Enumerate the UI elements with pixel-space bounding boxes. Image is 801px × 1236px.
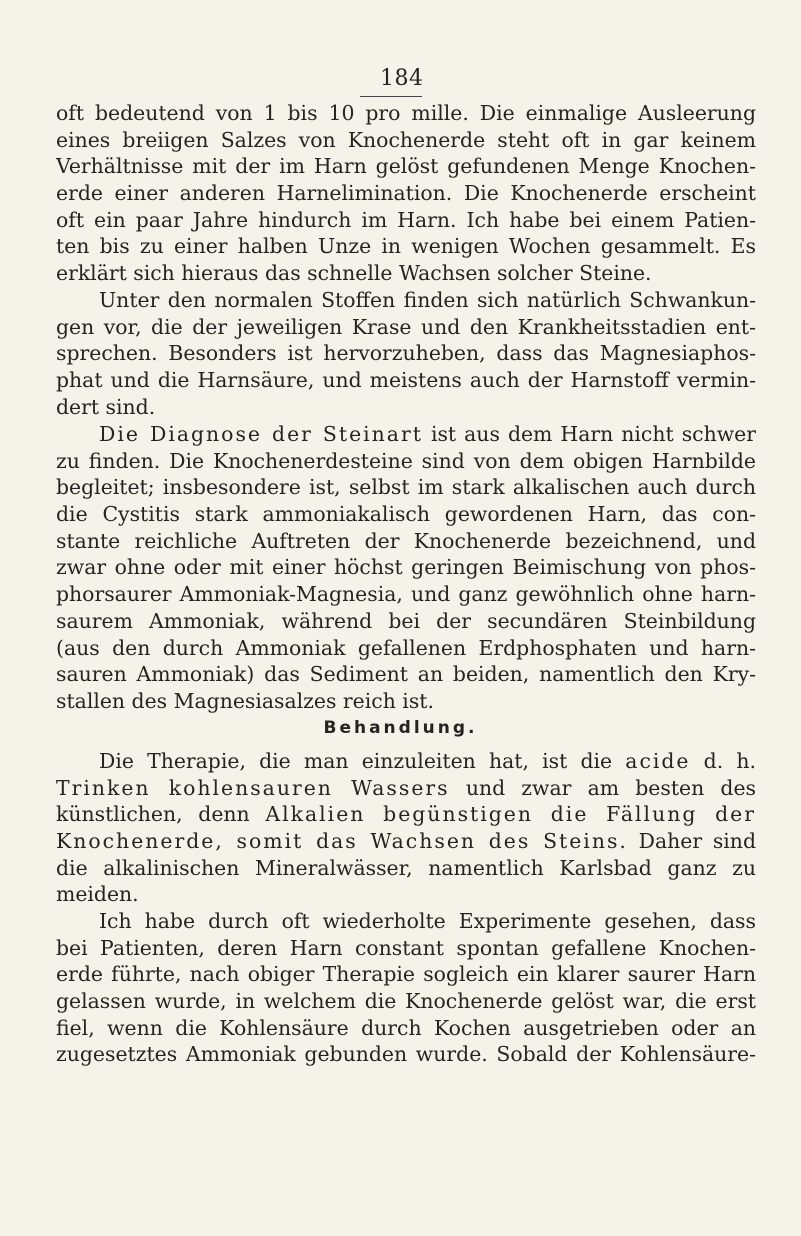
paragraph-diagnosis [56,421,756,715]
text-line: bei Patienten, deren Harn constant spontan gefallene Knochen- [56,935,756,960]
emphasized-term: Alkalien begünstigen die Fällung der [265,802,756,827]
text-line: erde einer anderen Harnelimination. Die Knochenerde erscheint [56,181,756,206]
text-line: stallen des Magnesiasalzes reich ist. [56,688,434,713]
text-fragment: ist aus dem Harn nicht schwer [422,422,756,446]
text-line: oft bedeutend von 1 bis 10 pro mille. Die einmalige Ausleerung [56,101,756,125]
text-line [56,421,756,448]
text-line [56,775,756,802]
text-line: Ich habe durch oft wiederholte Experimente gesehen, dass [99,909,756,933]
text-line: stante reichliche Auftreten der Knochenerde bezeichnend, und [56,528,756,553]
text-line: zu finden. Die Knochenerdesteine sind von dem obigen Harnbilde [56,448,756,473]
text-fragment: d. h. [690,749,756,773]
text-line: gen vor, die der jeweiligen Krase und den Krankheitsstadien ent- [56,314,756,339]
text-fragment: künstlichen, denn [56,802,266,827]
text-line: erde führte, nach obiger Therapie sogleich ein klarer saurer Harn [56,962,756,987]
text-line: saurem Ammoniak, während bei der secundären Steinbildung [56,608,756,633]
paragraph-normal-substances [56,287,756,420]
text-line: Unter den normalen Stoffen finden sich natürlich Schwankun- [99,288,756,312]
text-line [56,801,756,828]
text-fragment: Die Therapie, die man einzuleiten hat, ist die [99,749,626,773]
text-line: zwar ohne oder mit einer höchst geringen Beimischung von phos- [56,555,756,580]
text-line [56,748,756,775]
emphasized-term: Trinken kohlensauren Wassers [56,775,450,800]
text-line: Verhältnisse mit der im Harn gelöst gefundenen Menge Knochen- [56,154,756,179]
text-line: eines breiigen Salzes von Knochenerde steht oft in gar keinem [56,127,756,152]
text-line: meiden. [56,882,139,907]
text-line: fiel, wenn die Kohlensäure durch Kochen ausgetrieben oder an [56,1015,756,1040]
emphasized-term: acide [625,749,691,773]
text-fragment: und zwar am besten des [449,775,756,800]
text-fragment: Daher sind [627,829,756,854]
text-line: phat und die Harnsäure, und meistens auch der Harnstoff vermin- [56,368,756,393]
paragraph-therapy [56,748,756,908]
text-line: sauren Ammoniak) das Sediment an beiden, namentlich den Kry- [56,662,756,687]
text-line: begleitet; insbesondere ist, selbst im stark alkalischen auch durch [56,475,756,500]
text-line: ten bis zu einer halben Unze in wenigen Wochen gesammelt. Es [56,234,756,259]
page-number: 184 [380,66,424,91]
text-line: sprechen. Besonders ist hervorzuheben, dass das Magnesiaphos- [56,341,756,366]
text-line: dert sind. [56,394,156,419]
text-line: phorsaurer Ammoniak-Magnesia, und ganz gewöhnlich ohne harn- [56,582,756,607]
text-line: die alkalinischen Mineralwässer, namentlich Karlsbad ganz zu [56,855,756,880]
emphasized-term: Die Diagnose der Steinart [99,422,423,446]
paragraph-stone-growth [56,100,756,287]
text-line: gelassen wurde, in welchem die Knochenerde gelöst war, die erst [56,989,756,1014]
text-line: (aus den durch Ammoniak gefallenen Erdphosphaten und harn- [56,635,756,660]
text-line: oft ein paar Jahre hindurch im Harn. Ich habe bei einem Patien- [56,207,756,232]
text-line: die Cystitis stark ammoniakalisch gewordenen Harn, das con- [56,502,756,527]
page-number-underline [360,96,422,97]
emphasized-term: Knochenerde, somit das Wachsen des Steins. [56,829,628,854]
paragraph-experiments [56,908,756,1068]
section-heading: Behandlung. [323,718,478,738]
text-line: erklärt sich hieraus das schnelle Wachsen solcher Steine. [56,261,652,286]
text-line: zugesetztes Ammoniak gebunden wurde. Sobald der Kohlensäure- [56,1042,756,1067]
text-line [56,828,756,855]
